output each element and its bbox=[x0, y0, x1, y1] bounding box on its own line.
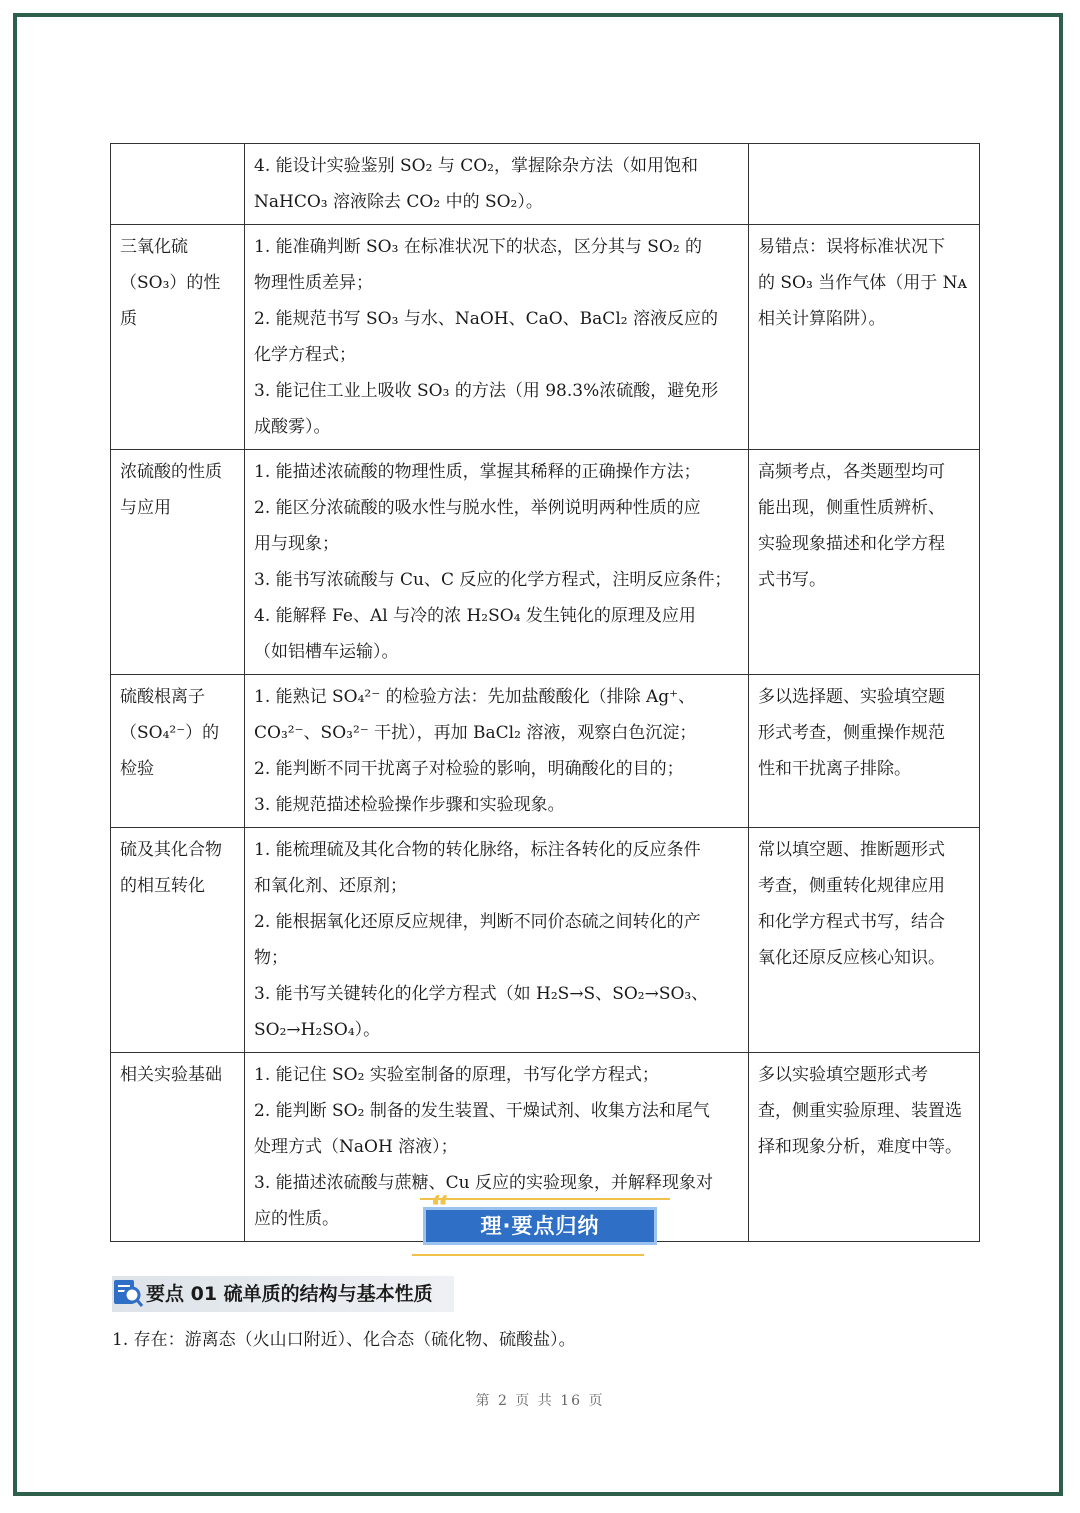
table-row bbox=[111, 675, 980, 828]
cell-line: 3. 能规范描述检验操作步骤和实验现象。 bbox=[254, 795, 565, 815]
cell-line: NaHCO₃ 溶液除去 CO₂ 中的 SO₂）。 bbox=[254, 192, 543, 212]
topic-cell bbox=[111, 225, 245, 450]
quote-icon: “ bbox=[430, 1190, 450, 1225]
topic-cell bbox=[111, 675, 245, 828]
note-cell bbox=[749, 675, 980, 828]
cell-line: 择和现象分析，难度中等。 bbox=[758, 1137, 962, 1157]
cell-line: SO₂→H₂SO₄）。 bbox=[254, 1020, 381, 1040]
section-heading bbox=[112, 1276, 454, 1312]
table-row bbox=[111, 828, 980, 1053]
cell-line: 性和干扰离子排除。 bbox=[758, 759, 911, 779]
magnifier-icon bbox=[112, 1278, 144, 1308]
cell-line: 3. 能书写关键转化的化学方程式（如 H₂S→S、SO₂→SO₃、 bbox=[254, 984, 709, 1004]
cell-line: 检验 bbox=[120, 759, 154, 779]
cell-line: 1. 能准确判断 SO₃ 在标准状况下的状态，区分其与 SO₂ 的 bbox=[254, 237, 703, 257]
banner-bottom-line bbox=[412, 1248, 644, 1256]
cell-line: 相关计算陷阱）。 bbox=[758, 309, 886, 329]
cell-line: 硫及其化合物 bbox=[120, 840, 222, 860]
note-cell bbox=[749, 225, 980, 450]
cell-line: 考查，侧重转化规律应用 bbox=[758, 876, 945, 896]
cell-line: 1. 能记住 SO₂ 实验室制备的原理，书写化学方程式； bbox=[254, 1065, 659, 1085]
cell-line: 2. 能根据氧化还原反应规律，判断不同价态硫之间转化的产 bbox=[254, 912, 701, 932]
cell-line: 2. 能判断不同干扰离子对检验的影响，明确酸化的目的； bbox=[254, 759, 684, 779]
cell-line: 和化学方程式书写，结合 bbox=[758, 912, 945, 932]
cell-line: 氧化还原反应核心知识。 bbox=[758, 948, 945, 968]
cell-line: 的相互转化 bbox=[120, 876, 205, 896]
topic-cell bbox=[111, 450, 245, 675]
cell-line: 和氧化剂、还原剂； bbox=[254, 876, 407, 896]
table-row bbox=[111, 225, 980, 450]
objectives-cell bbox=[245, 828, 749, 1053]
cell-line: 1. 能描述浓硫酸的物理性质，掌握其稀释的正确操作方法； bbox=[254, 462, 701, 482]
cell-line: 质 bbox=[120, 309, 137, 329]
cell-line: 式书写。 bbox=[758, 570, 826, 590]
cell-line: 4. 能设计实验鉴别 SO₂ 与 CO₂，掌握除杂方法（如用饱和 bbox=[254, 156, 698, 176]
cell-line: 化学方程式； bbox=[254, 345, 356, 365]
cell-line: 相关实验基础 bbox=[120, 1065, 222, 1085]
syllabus-table bbox=[110, 143, 980, 1242]
cell-line: 3. 能描述浓硫酸与蔗糖、Cu 反应的实验现象，并解释现象对 bbox=[254, 1173, 713, 1193]
cell-line: 成酸雾）。 bbox=[254, 417, 331, 437]
cell-line: 应的性质。 bbox=[254, 1209, 339, 1229]
paragraph-existence: 1. 存在：游离态（火山口附近）、化合态（硫化物、硫酸盐）。 bbox=[112, 1330, 576, 1350]
cell-line: 1. 能梳理硫及其化合物的转化脉络，标注各转化的反应条件 bbox=[254, 840, 701, 860]
note-cell bbox=[749, 450, 980, 675]
section-title: 要点 01 硫单质的结构与基本性质 bbox=[146, 1283, 433, 1305]
note-cell bbox=[749, 1053, 980, 1242]
cell-line: 多以实验填空题形式考 bbox=[758, 1065, 928, 1085]
cell-line: 能出现，侧重性质辨析、 bbox=[758, 498, 945, 518]
cell-line: 3. 能书写浓硫酸与 Cu、C 反应的化学方程式，注明反应条件； bbox=[254, 570, 732, 590]
cell-line: 硫酸根离子 bbox=[120, 687, 205, 707]
cell-line: 多以选择题、实验填空题 bbox=[758, 687, 945, 707]
cell-line: （SO₃）的性 bbox=[120, 273, 221, 293]
cell-line: 处理方式（NaOH 溶液）； bbox=[254, 1137, 458, 1157]
cell-line: 查，侧重实验原理、装置选 bbox=[758, 1101, 962, 1121]
note-cell bbox=[749, 828, 980, 1053]
topic-cell bbox=[111, 144, 245, 225]
cell-line: （如铝槽车运输）。 bbox=[254, 642, 399, 662]
cell-line: 2. 能规范书写 SO₃ 与水、NaOH、CaO、BaCl₂ 溶液反应的 bbox=[254, 309, 718, 329]
objectives-cell bbox=[245, 450, 749, 675]
table-row bbox=[111, 144, 980, 225]
topic-cell bbox=[111, 828, 245, 1053]
cell-line: CO₃²⁻、SO₃²⁻ 干扰），再加 BaCl₂ 溶液，观察白色沉淀； bbox=[254, 723, 697, 743]
page-number: 第 2 页 共 16 页 bbox=[475, 1393, 605, 1409]
note-cell bbox=[749, 144, 980, 225]
cell-line: 3. 能记住工业上吸收 SO₃ 的方法（用 98.3%浓硫酸，避免形 bbox=[254, 381, 719, 401]
cell-line: 与应用 bbox=[120, 498, 171, 518]
cell-line: 的 SO₃ 当作气体（用于 Nᴀ bbox=[758, 273, 968, 293]
cell-line: 浓硫酸的性质 bbox=[120, 462, 222, 482]
summary-banner bbox=[412, 1190, 670, 1260]
cell-line: 高频考点，各类题型均可 bbox=[758, 462, 945, 482]
cell-line: 物； bbox=[254, 948, 288, 968]
table-row bbox=[111, 450, 980, 675]
objectives-cell bbox=[245, 144, 749, 225]
cell-line: 2. 能判断 SO₂ 制备的发生装置、干燥试剂、收集方法和尾气 bbox=[254, 1101, 710, 1121]
cell-line: 4. 能解释 Fe、Al 与冷的浓 H₂SO₄ 发生钝化的原理及应用 bbox=[254, 606, 696, 626]
banner-title: 理·要点归纳 bbox=[426, 1210, 654, 1242]
cell-line: 形式考查，侧重操作规范 bbox=[758, 723, 945, 743]
cell-line: 三氧化硫 bbox=[120, 237, 188, 257]
cell-line: 物理性质差异； bbox=[254, 273, 373, 293]
cell-line: 用与现象； bbox=[254, 534, 339, 554]
cell-line: 实验现象描述和化学方程 bbox=[758, 534, 945, 554]
topic-cell bbox=[111, 1053, 245, 1242]
cell-line: 1. 能熟记 SO₄²⁻ 的检验方法：先加盐酸酸化（排除 Ag⁺、 bbox=[254, 687, 696, 707]
cell-line: 常以填空题、推断题形式 bbox=[758, 840, 945, 860]
banner-top-line bbox=[420, 1198, 670, 1208]
cell-line: 2. 能区分浓硫酸的吸水性与脱水性，举例说明两种性质的应 bbox=[254, 498, 701, 518]
cell-line: 易错点：误将标准状况下 bbox=[758, 237, 945, 257]
objectives-cell bbox=[245, 225, 749, 450]
cell-line: （SO₄²⁻）的 bbox=[120, 723, 220, 743]
objectives-cell bbox=[245, 675, 749, 828]
